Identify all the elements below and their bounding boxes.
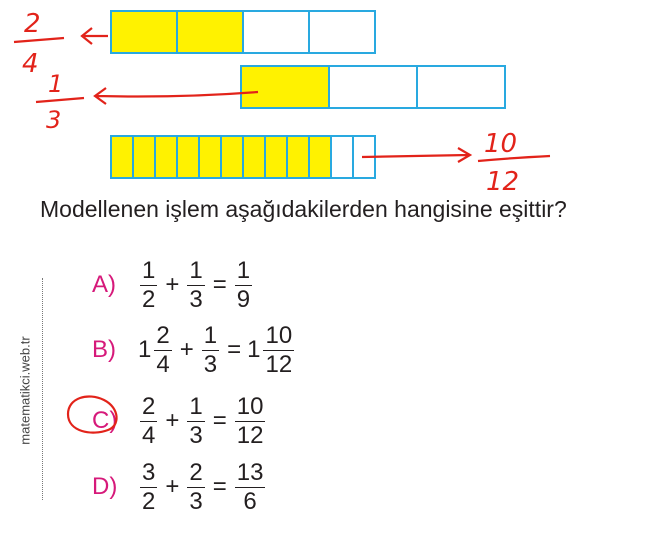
- option-letter: C): [92, 407, 118, 434]
- bar-twelfths: [111, 136, 375, 178]
- equals-sign: =: [212, 473, 227, 500]
- fraction: $\frac{1}{2}$: [142, 256, 156, 313]
- bar-cell-empty: [353, 136, 375, 178]
- bar-cell-empty: [417, 66, 505, 108]
- fraction: $\frac{3}{2}$: [142, 458, 156, 515]
- watermark: matematikci.web.tr: [17, 335, 33, 445]
- bar-cell-filled: [199, 136, 221, 178]
- fraction: $\frac{1}{3}$: [203, 321, 218, 378]
- bar-cell-filled: [111, 11, 177, 53]
- bar-cell-filled: [243, 136, 265, 178]
- bar-cell-filled: [287, 136, 309, 178]
- question-text: Modellenen işlem aşağıdakilerden hangisine eşittir?: [40, 196, 567, 222]
- bar-cell-empty: [243, 11, 309, 53]
- fraction: $\frac{1}{3}$: [189, 392, 203, 449]
- fraction: $\frac{1}{9}$: [236, 256, 251, 313]
- bar-halves: [111, 11, 375, 53]
- handwritten-denominator: 12: [486, 167, 520, 197]
- bar-cell-filled: [155, 136, 177, 178]
- fraction: $\frac{13}{6}$: [236, 458, 264, 515]
- bar-cell-empty: [331, 136, 353, 178]
- plus-sign: +: [165, 271, 180, 298]
- option-c[interactable]: [92, 391, 267, 451]
- bar-cell-filled: [309, 136, 331, 178]
- equals-sign: =: [227, 336, 242, 363]
- whole-number: 1: [138, 336, 152, 363]
- option-letter: B): [92, 336, 116, 363]
- handwritten-denominator: 3: [46, 106, 62, 134]
- option-d[interactable]: [92, 457, 267, 517]
- bar-cell-filled: [177, 136, 199, 178]
- bar-cell-filled: [265, 136, 287, 178]
- plus-sign: +: [165, 407, 180, 434]
- bar-thirds: [241, 66, 505, 108]
- equals-sign: =: [212, 407, 227, 434]
- plus-sign: +: [165, 473, 180, 500]
- fraction-model-figure: [0, 0, 666, 200]
- option-a[interactable]: [92, 255, 254, 315]
- bar-cell-empty: [309, 11, 375, 53]
- equals-sign: =: [212, 271, 227, 298]
- option-b[interactable]: [92, 320, 296, 380]
- bar-cell-filled: [133, 136, 155, 178]
- handwritten-numerator: 2: [24, 9, 41, 39]
- fraction: $\frac{2}{3}$: [189, 458, 203, 515]
- fraction: $\frac{1}{3}$: [189, 256, 203, 313]
- bar-cell-filled: [241, 66, 329, 108]
- fraction: $\frac{10}{12}$: [265, 321, 293, 378]
- handwritten-numerator: 10: [484, 129, 518, 159]
- whole-number: 1: [247, 336, 261, 363]
- bar-cell-filled: [177, 11, 243, 53]
- fraction: $\frac{2}{4}$: [142, 392, 156, 449]
- option-letter: A): [92, 271, 116, 298]
- bar-cell-empty: [329, 66, 417, 108]
- handwritten-denominator: 4: [22, 49, 39, 79]
- bar-cell-filled: [221, 136, 243, 178]
- bar-cell-filled: [111, 136, 133, 178]
- watermark-dotted-line: [42, 278, 43, 500]
- option-letter: D): [92, 473, 118, 500]
- fraction: $\frac{10}{12}$: [236, 392, 264, 449]
- fraction: $\frac{2}{4}$: [156, 321, 170, 378]
- handwritten-numerator: 1: [48, 70, 64, 98]
- plus-sign: +: [179, 336, 194, 363]
